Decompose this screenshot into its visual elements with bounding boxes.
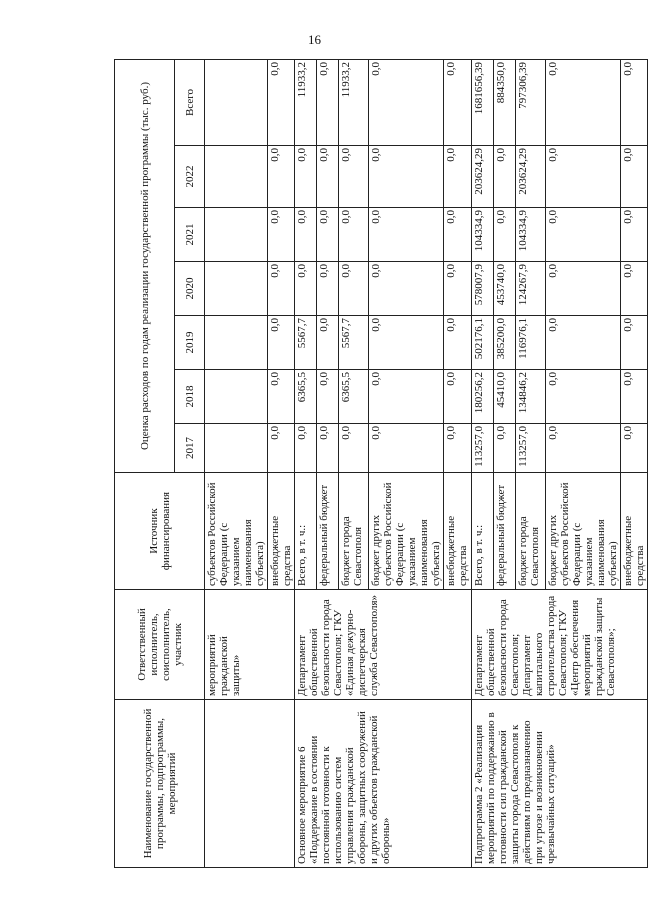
value-2019: 5567,7 bbox=[295, 316, 317, 370]
value-2020: 0,0 bbox=[268, 262, 295, 316]
value-2020: 124267,9 bbox=[516, 262, 546, 316]
rotated-table-container bbox=[114, 60, 646, 868]
funding-source: бюджет города Севастополя bbox=[516, 473, 546, 590]
value-2021: 0,0 bbox=[494, 208, 516, 262]
value-2021: 0,0 bbox=[268, 208, 295, 262]
value-2022 bbox=[205, 146, 268, 208]
value-2021: 104334,9 bbox=[516, 208, 546, 262]
funding-source: бюджет других субъектов Российской Федерации (с указанием наименования субъекта) bbox=[546, 473, 621, 590]
funding-source: внебюджетные средства bbox=[268, 473, 295, 590]
value-2017: 113257,0 bbox=[472, 424, 494, 473]
executor: мероприятий гражданской защиты» bbox=[205, 590, 295, 700]
funding-source: бюджет других субъектов Российской Федерации (с указанием наименования субъекта) bbox=[369, 473, 444, 590]
program-name: Основное мероприятие 6 «Поддержание в состоянии постоянной готовности к использованию систем управления гражданской обороны, защитных сооружений и других объектов гражданской обороны» bbox=[295, 700, 472, 868]
value-2017: 0,0 bbox=[494, 424, 516, 473]
value-2019: 0,0 bbox=[444, 316, 472, 370]
funding-source: внебюджетные средства bbox=[444, 473, 472, 590]
header-estimate: Оценка расходов по годам реализации государственной программы (тыс. руб.) bbox=[115, 60, 175, 473]
value-total: 0,0 bbox=[268, 60, 295, 146]
value-2022: 0,0 bbox=[444, 146, 472, 208]
value-total bbox=[205, 60, 268, 146]
table-body bbox=[205, 60, 648, 868]
expenditure-table bbox=[114, 59, 648, 868]
value-2020: 0,0 bbox=[317, 262, 339, 316]
value-total: 1681656,39 bbox=[472, 60, 494, 146]
value-total: 0,0 bbox=[621, 60, 648, 146]
program-name bbox=[205, 700, 295, 868]
header-total: Всего bbox=[175, 60, 205, 146]
value-2017: 0,0 bbox=[546, 424, 621, 473]
value-total: 0,0 bbox=[317, 60, 339, 146]
value-2017: 0,0 bbox=[339, 424, 369, 473]
header-source: Источник финансирования bbox=[115, 473, 205, 590]
funding-source: Всего, в т. ч.: bbox=[472, 473, 494, 590]
header-executor: Ответственный исполнитель, соисполнитель, участник bbox=[115, 590, 205, 700]
value-2021: 104334,9 bbox=[472, 208, 494, 262]
value-2019: 0,0 bbox=[268, 316, 295, 370]
value-2018 bbox=[205, 370, 268, 424]
value-2019: 5567,7 bbox=[339, 316, 369, 370]
value-2018: 0,0 bbox=[621, 370, 648, 424]
value-2020: 0,0 bbox=[369, 262, 444, 316]
value-2017: 0,0 bbox=[444, 424, 472, 473]
value-total: 0,0 bbox=[546, 60, 621, 146]
table-row bbox=[295, 60, 317, 868]
value-2020: 0,0 bbox=[444, 262, 472, 316]
value-2021: 0,0 bbox=[317, 208, 339, 262]
value-2018: 0,0 bbox=[444, 370, 472, 424]
value-2020: 0,0 bbox=[339, 262, 369, 316]
value-2021: 0,0 bbox=[369, 208, 444, 262]
value-2020: 0,0 bbox=[621, 262, 648, 316]
value-2018: 134846,2 bbox=[516, 370, 546, 424]
value-2017: 0,0 bbox=[295, 424, 317, 473]
funding-source: федеральный бюджет bbox=[317, 473, 339, 590]
value-2022: 0,0 bbox=[268, 146, 295, 208]
value-2019: 502176,1 bbox=[472, 316, 494, 370]
value-2018: 180256,2 bbox=[472, 370, 494, 424]
header-year: 2021 bbox=[175, 208, 205, 262]
value-2021: 0,0 bbox=[444, 208, 472, 262]
program-name: Подпрограмма 2 «Реализация мероприятий по поддержанию в готовности сил гражданской защиты города Севастополя к действиям по предназначению при угрозе и возникновении чрезвычайных ситуаций» bbox=[472, 700, 648, 868]
funding-source: бюджет города Севастополя bbox=[339, 473, 369, 590]
value-2020: 453740,0 bbox=[494, 262, 516, 316]
value-2021: 0,0 bbox=[295, 208, 317, 262]
value-2018: 45410,0 bbox=[494, 370, 516, 424]
value-2017: 0,0 bbox=[317, 424, 339, 473]
value-2018: 0,0 bbox=[268, 370, 295, 424]
value-2017: 0,0 bbox=[268, 424, 295, 473]
header-year: 2022 bbox=[175, 146, 205, 208]
funding-source: Всего, в т. ч.: bbox=[295, 473, 317, 590]
table-header bbox=[115, 60, 205, 868]
value-2020: 0,0 bbox=[546, 262, 621, 316]
value-2019: 0,0 bbox=[369, 316, 444, 370]
value-2017: 0,0 bbox=[369, 424, 444, 473]
value-total: 884350,0 bbox=[494, 60, 516, 146]
value-2018: 6365,5 bbox=[339, 370, 369, 424]
value-2017 bbox=[205, 424, 268, 473]
table-row bbox=[205, 60, 268, 868]
header-year: 2020 bbox=[175, 262, 205, 316]
value-2019: 0,0 bbox=[546, 316, 621, 370]
value-2021: 0,0 bbox=[621, 208, 648, 262]
value-2022: 0,0 bbox=[494, 146, 516, 208]
page-number: 16 bbox=[308, 32, 321, 47]
value-2022: 0,0 bbox=[339, 146, 369, 208]
value-2017: 0,0 bbox=[621, 424, 648, 473]
value-total: 797306,39 bbox=[516, 60, 546, 146]
value-2020: 578007,9 bbox=[472, 262, 494, 316]
value-total: 0,0 bbox=[369, 60, 444, 146]
value-total: 11933,2 bbox=[339, 60, 369, 146]
funding-source: внебюджетные средства bbox=[621, 473, 648, 590]
value-2018: 0,0 bbox=[546, 370, 621, 424]
value-total: 0,0 bbox=[444, 60, 472, 146]
value-total: 11933,2 bbox=[295, 60, 317, 146]
funding-source: федеральный бюджет bbox=[494, 473, 516, 590]
value-2019: 385200,0 bbox=[494, 316, 516, 370]
value-2021 bbox=[205, 208, 268, 262]
funding-source: субъектов Российской Федерации (с указанием наименования субъекта) bbox=[205, 473, 268, 590]
value-2018: 6365,5 bbox=[295, 370, 317, 424]
value-2018: 0,0 bbox=[369, 370, 444, 424]
executor: Департамент общественной безопасности города Севастополя; ГКУ «Единая дежурно-диспетчерская служба Севастополя» bbox=[295, 590, 472, 700]
table-row bbox=[472, 60, 494, 868]
value-2021: 0,0 bbox=[339, 208, 369, 262]
value-2022: 203624,29 bbox=[472, 146, 494, 208]
value-2017: 113257,0 bbox=[516, 424, 546, 473]
value-2019: 0,0 bbox=[621, 316, 648, 370]
value-2020: 0,0 bbox=[295, 262, 317, 316]
value-2022: 0,0 bbox=[317, 146, 339, 208]
executor: Департамент общественной безопасности города Севастополя; Департамент капитального строительства города Севастополя; ГКУ «Центр обеспечения мероприятий гражданской защиты Севастополя»; bbox=[472, 590, 648, 700]
value-2022: 0,0 bbox=[546, 146, 621, 208]
value-2019: 116976,1 bbox=[516, 316, 546, 370]
value-2019 bbox=[205, 316, 268, 370]
value-2022: 0,0 bbox=[295, 146, 317, 208]
value-2022: 0,0 bbox=[621, 146, 648, 208]
header-year: 2018 bbox=[175, 370, 205, 424]
value-2022: 0,0 bbox=[369, 146, 444, 208]
value-2022: 203624,29 bbox=[516, 146, 546, 208]
value-2019: 0,0 bbox=[317, 316, 339, 370]
header-name: Наименование государственной программы, подпрограммы, мероприятий bbox=[115, 700, 205, 868]
value-2018: 0,0 bbox=[317, 370, 339, 424]
value-2021: 0,0 bbox=[546, 208, 621, 262]
header-year: 2019 bbox=[175, 316, 205, 370]
value-2020 bbox=[205, 262, 268, 316]
header-year: 2017 bbox=[175, 424, 205, 473]
